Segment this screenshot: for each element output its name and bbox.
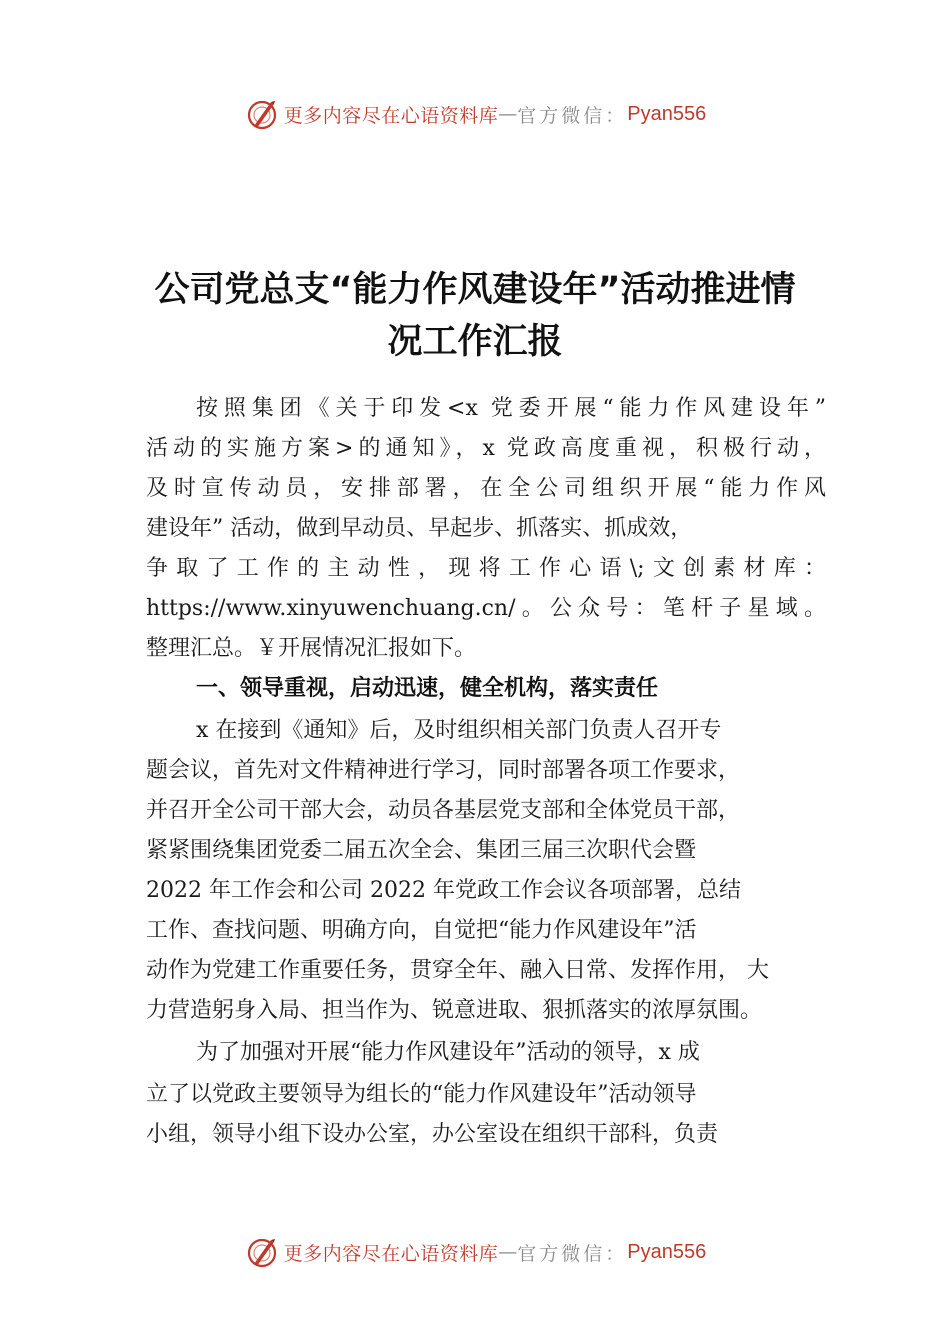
- paragraph-1-line: https://www.xinyuwenchuang.cn/。公众号：笔杆子星域。: [146, 596, 826, 621]
- paragraph-1-line: 按照集团《关于印发<x 党委开展“能力作风建设年”: [196, 396, 826, 421]
- header-watermark-banner: [0, 92, 950, 136]
- banner-label: 官方微信：: [517, 1242, 628, 1265]
- paragraph-1-line: 建设年” 活动，做到早动员、早起步、抓落实、抓成效，: [146, 516, 693, 541]
- paragraph-3-line: 为了加强对开展“能力作风建设年”活动的领导，x 成: [196, 1040, 700, 1065]
- banner-text: 更多内容尽在心语资料库: [283, 1242, 499, 1265]
- section-heading-1: 一、领导重视，启动迅速，健全机构，落实责任: [196, 676, 659, 701]
- footer-watermark-banner: [0, 1230, 950, 1274]
- paragraph-1-line: 活动的实施方案>的通知》，x 党政高度重视，积极行动，: [146, 436, 826, 461]
- paragraph-3-line: 立了以党政主要领导为组长的“能力作风建设年”活动领导: [146, 1082, 697, 1107]
- paragraph-2-line: 题会议，首先对文件精神进行学习，同时部署各项工作要求，: [146, 758, 741, 783]
- paragraph-1-line: 争取了工作的主动性，现将工作心语\;文创素材库：: [146, 556, 826, 581]
- paragraph-2-line: 2022 年工作会和公司 2022 年党政工作会议各项部署，总结: [146, 878, 741, 903]
- paragraph-2-line: 动作为党建工作重要任务，贯穿全年、融入日常、发挥作用， 大: [146, 958, 769, 983]
- banner-label: 官方微信：: [517, 104, 628, 127]
- pen-seal-logo-icon: [244, 96, 280, 132]
- banner-separator: —: [498, 103, 518, 125]
- paragraph-2-line: 并召开全公司干部大会，动员各基层党支部和全体党员干部，: [146, 798, 741, 823]
- banner-text: 更多内容尽在心语资料库: [283, 104, 499, 127]
- banner-separator: —: [498, 1241, 518, 1263]
- pen-seal-logo-icon: [244, 1234, 280, 1270]
- document-title-line-2: 况工作汇报: [387, 322, 563, 362]
- document-title-line-1: 公司党总支“能力作风建设年”活动推进情: [154, 270, 796, 310]
- paragraph-2-line: x 在接到《通知》后，及时组织相关部门负责人召开专: [196, 718, 722, 743]
- paragraph-3-line: 小组，领导小组下设办公室，办公室设在组织干部科，负责: [146, 1122, 719, 1147]
- paragraph-2-line: 工作、查找问题、明确方向，自觉把“能力作风建设年”活: [146, 918, 697, 943]
- paragraph-1-line: 整理汇总。￥开展情况汇报如下。: [146, 636, 477, 661]
- banner-wechat-id: Pyan556: [627, 102, 707, 125]
- paragraph-1-line: 及时宣传动员，安排部署，在全公司组织开展“能力作风: [146, 476, 826, 501]
- paragraph-2-line: 紧紧围绕集团党委二届五次全会、集团三届三次职代会暨: [146, 838, 697, 863]
- paragraph-2-line: 力营造躬身入局、担当作为、锐意进取、狠抓落实的浓厚氛围。: [146, 998, 763, 1023]
- banner-wechat-id: Pyan556: [627, 1240, 707, 1263]
